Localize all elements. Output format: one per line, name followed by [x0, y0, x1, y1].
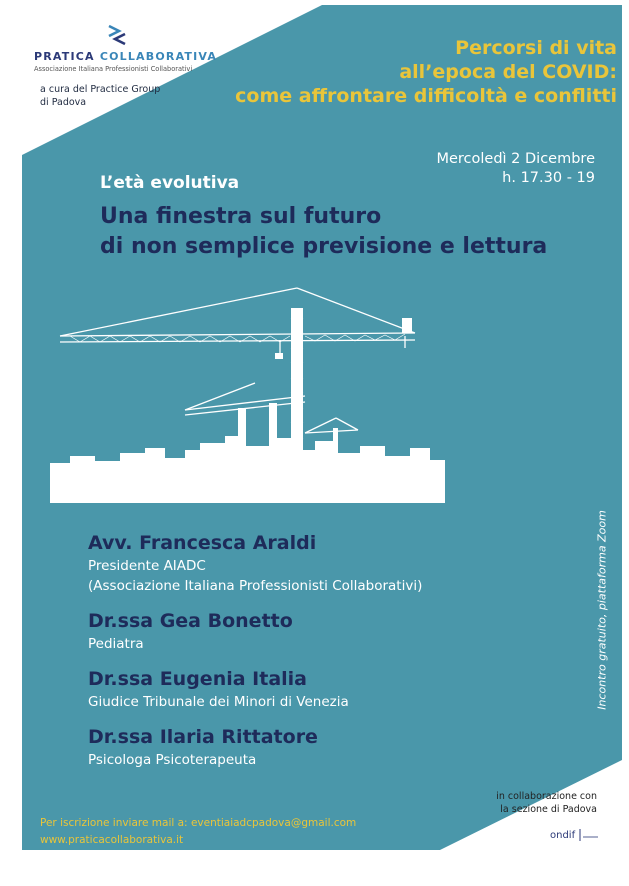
double-chevron-icon: [104, 22, 130, 48]
curated-line: a cura del Practice Group: [40, 84, 161, 95]
ondif-logo: [550, 825, 600, 843]
series-title-line: Percorsi di vita: [455, 37, 617, 59]
collaboration-note: [496, 790, 597, 816]
speakers-list: [88, 530, 422, 782]
speaker: [88, 530, 422, 596]
curated-line: di Padova: [40, 97, 87, 108]
logo-name-part1: PRATICA: [34, 50, 95, 63]
event-day: Mercoledì 2 Dicembre: [436, 151, 595, 167]
platform-name: Zoom: [595, 510, 609, 542]
series-title: [235, 36, 617, 108]
speaker-name: Dr.ssa Gea Bonetto: [88, 610, 293, 632]
collab-line: in collaborazione con: [496, 791, 597, 802]
logo-wordmark: [34, 50, 217, 63]
speaker-role: Pediatra: [88, 636, 144, 652]
free-event-note: [596, 490, 609, 730]
collab-line: la sezione di Padova: [500, 804, 597, 815]
event-kicker: L’età evolutiva: [100, 173, 240, 193]
speaker-role: Psicologa Psicoterapeuta: [88, 752, 257, 768]
speaker-role: Presidente AIADC: [88, 558, 206, 574]
speaker-role: Giudice Tribunale dei Minori di Venezia: [88, 694, 349, 710]
website-link: www.praticacollaborativa.it: [40, 834, 184, 846]
speaker: [88, 608, 422, 654]
speaker-name: Avv. Francesca Araldi: [88, 532, 317, 554]
speaker: [88, 724, 422, 770]
series-title-line: all’epoca del COVID:: [399, 61, 617, 83]
registration-info: [40, 815, 356, 849]
speaker-name: Dr.ssa Eugenia Italia: [88, 668, 307, 690]
event-title-line: Una finestra sul futuro: [100, 204, 382, 229]
series-title-line: come affrontare difficoltà e conflitti: [235, 85, 617, 107]
event-date: [436, 150, 595, 188]
logo-subtitle: Associazione Italiana Professionisti Collaborativi: [34, 65, 193, 73]
registration-mail: Per iscrizione inviare mail a: eventiaiadcpadova@gmail.com: [40, 817, 357, 829]
speaker-role: (Associazione Italiana Professionisti Collaborativi): [88, 578, 423, 594]
speaker: [88, 666, 422, 712]
speaker-name: Dr.ssa Ilaria Rittatore: [88, 726, 318, 748]
free-event-text: Incontro gratuito, piattaforma: [595, 541, 609, 710]
construction-cranes-illustration: [50, 278, 445, 503]
curated-by: [40, 83, 160, 109]
logo-name-part2: COLLABORATIVA: [99, 50, 218, 63]
ondif-logo-text: ondif: [550, 830, 576, 841]
event-title-line: di non semplice previsione e lettura: [100, 234, 548, 259]
event-time: h. 17.30 - 19: [502, 170, 595, 186]
event-title: [100, 202, 547, 262]
